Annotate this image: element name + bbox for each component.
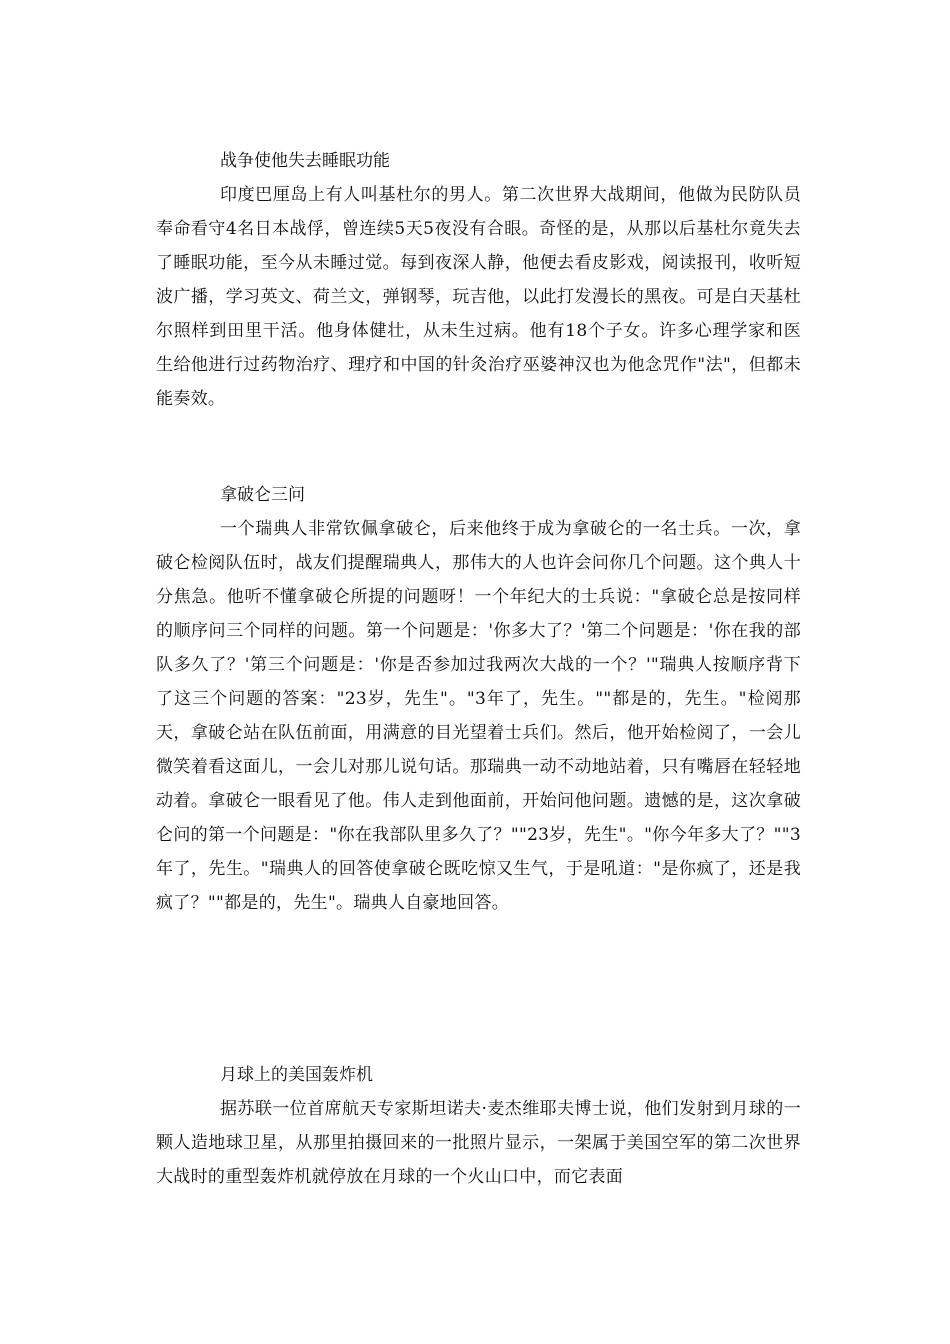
article-napoleon-three-questions [156, 478, 801, 920]
article-body: 一个瑞典人非常钦佩拿破仑，后来他终于成为拿破仑的一名士兵。一次，拿破仑检阅队伍时，战友们提醒瑞典人，那伟大的人也许会问你几个问题。这个典人十分焦急。他听不懂拿破仑所提的问题呀！一个年纪大的士兵说："拿破仑总是按同样的顺序问三个同样的问题。第一个问题是：'你多大了？'第二个问题是：'你在我的部队多久了？'第三个问题是：'你是否参加过我两次大战的一个？'"瑞典人按顺序背下了这三个问题的答案："23岁，先生"。"3年了，先生。""都是的，先生。"检阅那天，拿破仑站在队伍前面，用满意的目光望着士兵们。然后，他开始检阅了，一会儿微笑着看这面儿，一会儿对那儿说句话。那瑞典一动不动地站着，只有嘴唇在轻轻地动着。拿破仑一眼看见了他。伟人走到他面前，开始问他问题。遗憾的是，这次拿破仑问的第一个问题是："你在我部队里多久了？""23岁，先生"。"你今年多大了？""3年了，先生。"瑞典人的回答使拿破仑既吃惊又生气，于是吼道："是你疯了，还是我疯了？""都是的，先生"。瑞典人自豪地回答。 [156, 519, 801, 913]
article-sleepless-man [156, 144, 801, 416]
article-body: 印度巴厘岛上有人叫基杜尔的男人。第二次世界大战期间，他做为民防队员奉命看守4名日本战俘，曾连续5天5夜没有合眼。奇怪的是，从那以后基杜尔竟失去了睡眠功能，至今从未睡过觉。每到夜深人静，他便去看皮影戏，阅读报刊，收听短波广播，学习英文、荷兰文，弹钢琴，玩吉他，以此打发漫长的黑夜。可是白天基杜尔照样到田里干活。他身体健壮，从未生过病。他有18个子女。许多心理学家和医生给他进行过药物治疗、理疗和中国的针灸治疗巫婆神汉也为他念咒作"法"，但都未能奏效。 [156, 185, 801, 409]
article-bomber-on-moon [156, 1058, 801, 1194]
article-title: 拿破仑三问 [220, 485, 305, 505]
article-title: 战争使他失去睡眠功能 [220, 151, 390, 171]
article-title: 月球上的美国轰炸机 [220, 1065, 373, 1085]
article-body: 据苏联一位首席航天专家斯坦诺夫·麦杰维耶夫博士说，他们发射到月球的一颗人造地球卫星，从那里拍摄回来的一批照片显示，一架属于美国空军的第二次世界大战时的重型轰炸机就停放在月球的一个火山口中，而它表面 [156, 1099, 801, 1187]
